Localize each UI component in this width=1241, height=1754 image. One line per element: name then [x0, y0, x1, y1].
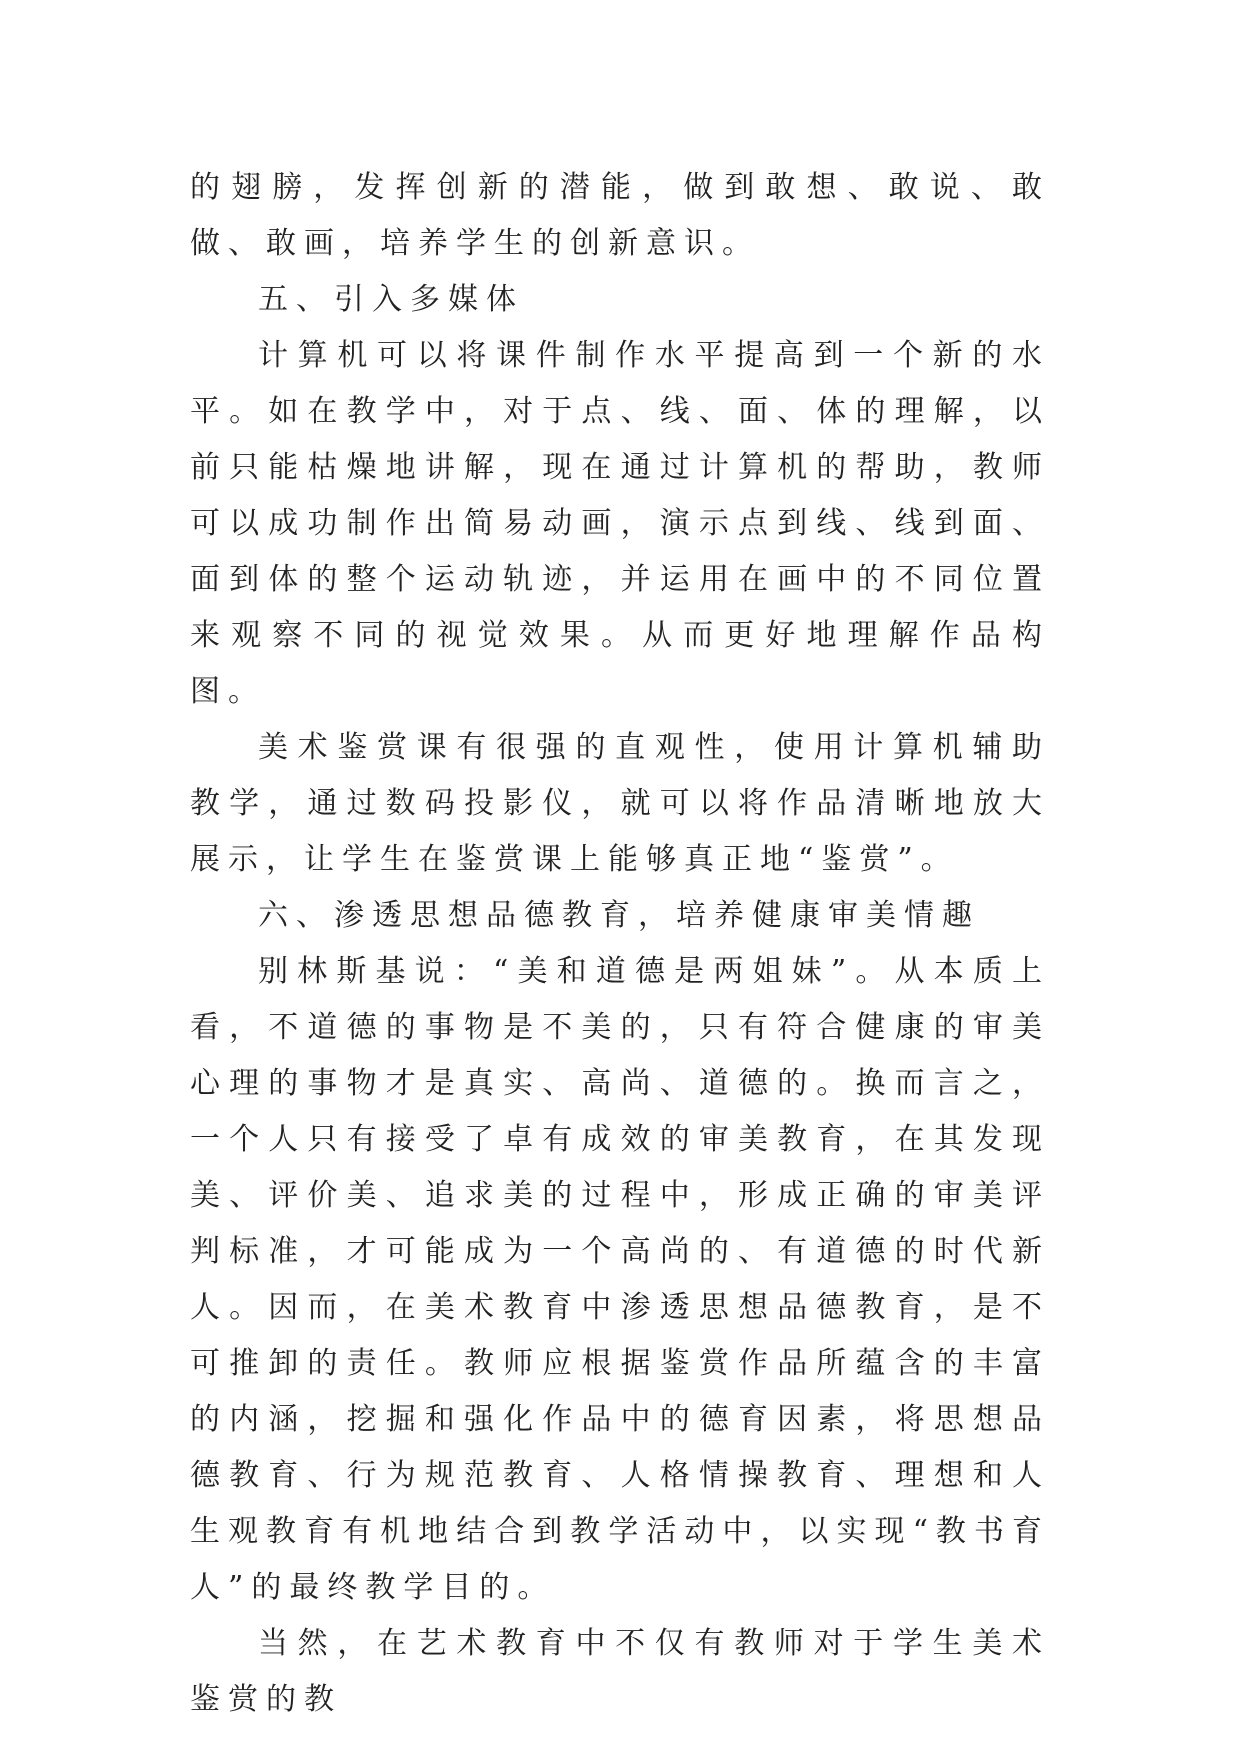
- paragraph-appreciation: 美术鉴赏课有很强的直观性，使用计算机辅助教学，通过数码投影仪，就可以将作品清晰地放大展示，让学生在鉴赏课上能够真正地“鉴赏”。: [190, 730, 1050, 877]
- section-heading-5: 五、引入多媒体: [258, 282, 524, 317]
- paragraph-multimedia: 计算机可以将课件制作水平提高到一个新的水平。如在教学中，对于点、线、面、体的理解，以前只能枯燥地讲解，现在通过计算机的帮助，教师可以成功制作出简易动画，演示点到线、线到面、面到体的整个运动轨迹，并运用在画中的不同位置来观察不同的视觉效果。从而更好地理解作品构图。: [190, 338, 1050, 709]
- document-body: [190, 160, 1050, 1728]
- section-heading-6: 六、渗透思想品德教育，培养健康审美情趣: [258, 898, 980, 933]
- paragraph-continuation: 的翅膀，发挥创新的潜能，做到敢想、敢说、敢做、敢画，培养学生的创新意识。: [190, 170, 1050, 261]
- paragraph-closing: 当然，在艺术教育中不仅有教师对于学生美术鉴赏的教: [190, 1626, 1050, 1717]
- paragraph-moral-education: 别林斯基说：“美和道德是两姐妹”。从本质上看，不道德的事物是不美的，只有符合健康的审美心理的事物才是真实、高尚、道德的。换而言之，一个人只有接受了卓有成效的审美教育，在其发现美、评价美、追求美的过程中，形成正确的审美评判标准，才可能成为一个高尚的、有道德的时代新人。因而，在美术教育中渗透思想品德教育，是不可推卸的责任。教师应根据鉴赏作品所蕴含的丰富的内涵，挖掘和强化作品中的德育因素，将思想品德教育、行为规范教育、人格情操教育、理想和人生观教育有机地结合到教学活动中，以实现“教书育人”的最终教学目的。: [190, 954, 1050, 1605]
